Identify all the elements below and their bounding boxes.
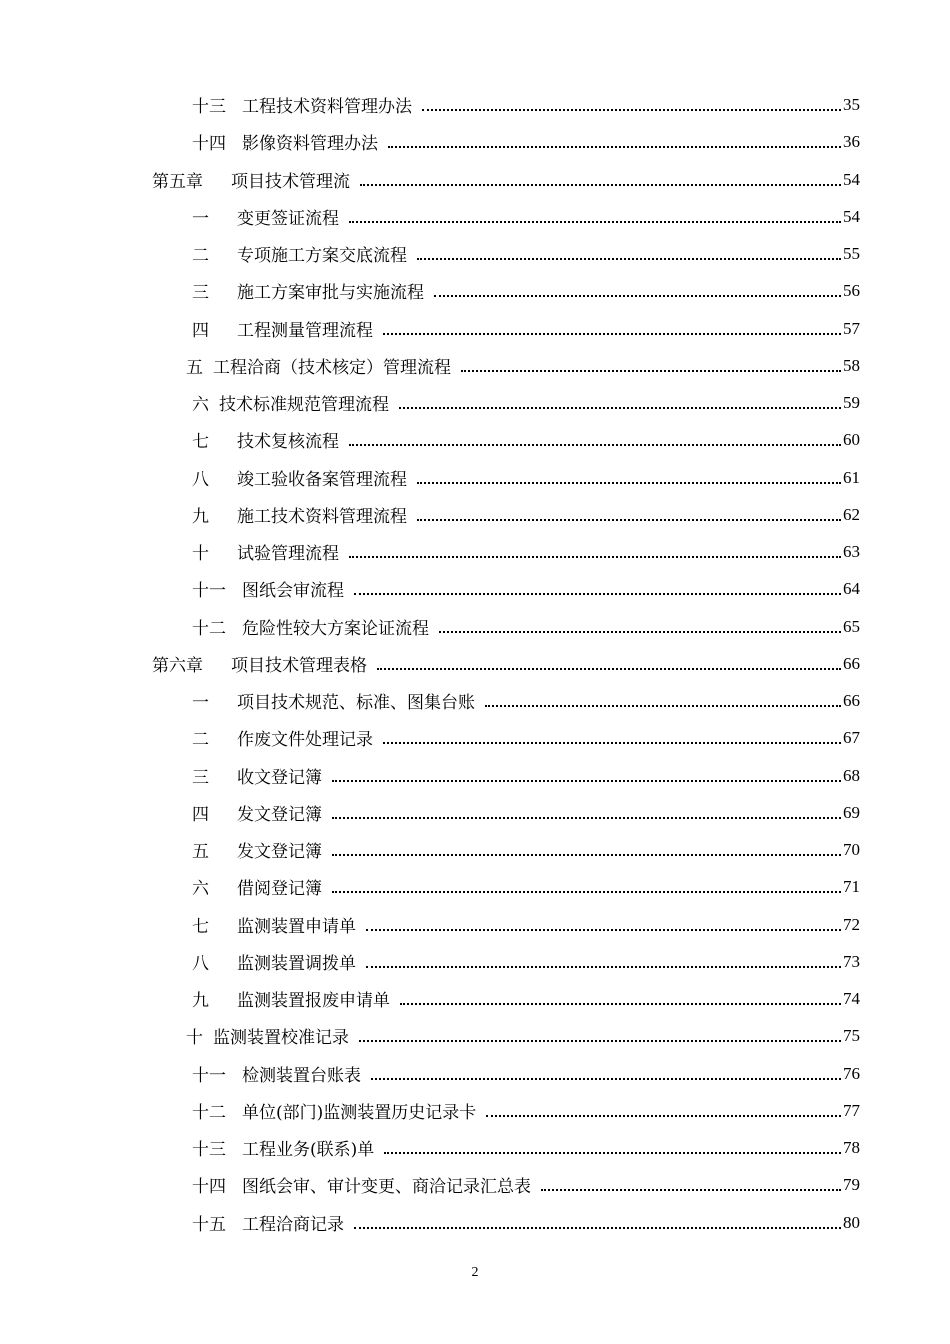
toc-entry-title: 监测装置校准记录 — [213, 1028, 349, 1048]
toc-entry-number: 十五 — [192, 1215, 226, 1235]
toc-entry-page: 75 — [843, 1025, 860, 1045]
toc-leader-dots — [383, 333, 841, 335]
toc-entry-title: 借阅登记簿 — [237, 879, 322, 899]
toc-leader-dots — [366, 966, 841, 968]
toc-entry-number: 十二 — [192, 1103, 226, 1123]
toc-entry-number: 七 — [192, 917, 209, 937]
toc-entry[interactable] — [192, 533, 860, 570]
toc-entry-number: 四 — [192, 805, 209, 825]
toc-entry-page: 71 — [843, 876, 860, 896]
toc-entry-number: 九 — [192, 507, 209, 527]
toc-entry-title: 发文登记簿 — [237, 805, 322, 825]
toc-entry-title: 施工技术资料管理流程 — [237, 507, 407, 527]
toc-leader-dots — [383, 742, 841, 744]
toc-entry-title: 技术标准规范管理流程 — [219, 395, 389, 415]
toc-entry[interactable] — [192, 1092, 860, 1129]
toc-entry[interactable] — [192, 86, 860, 123]
toc-entry-title: 作废文件处理记录 — [237, 730, 373, 750]
toc-leader-dots — [417, 519, 841, 521]
toc-entry-number: 十二 — [192, 619, 226, 639]
toc-entry-page: 77 — [843, 1100, 860, 1120]
toc-leader-dots — [332, 780, 841, 782]
toc-entry-number: 十一 — [192, 1066, 226, 1086]
toc-entry[interactable] — [192, 794, 860, 831]
toc-entry-title: 变更签证流程 — [237, 209, 339, 229]
toc-entry-number: 六 — [192, 879, 209, 899]
toc-entry-page: 69 — [843, 802, 860, 822]
toc-entry-title: 工程技术资料管理办法 — [242, 97, 412, 117]
toc-entry[interactable] — [192, 570, 860, 607]
toc-entry-number: 一 — [192, 693, 209, 713]
toc-entry-page: 55 — [843, 243, 860, 263]
toc-entry[interactable] — [192, 235, 860, 272]
toc-leader-dots — [332, 817, 841, 819]
toc-entry-page: 54 — [843, 206, 860, 226]
toc-entry-number: 十四 — [192, 1177, 226, 1197]
toc-entry-title: 图纸会审、审计变更、商洽记录汇总表 — [242, 1177, 531, 1197]
toc-leader-dots — [354, 1227, 841, 1229]
toc-leader-dots — [439, 631, 841, 633]
toc-entry-number: 九 — [192, 991, 209, 1011]
toc-entry[interactable] — [192, 906, 860, 943]
toc-entry-title: 项目技术管理流 — [231, 172, 350, 192]
toc-entry-title: 施工方案审批与实施流程 — [237, 283, 424, 303]
toc-entry-title: 工程洽商记录 — [242, 1215, 344, 1235]
toc-entry[interactable] — [192, 123, 860, 160]
toc-entry-number: 二 — [192, 730, 209, 750]
toc-entry-number: 五 — [186, 358, 203, 378]
toc-leader-dots — [360, 184, 841, 186]
toc-entry[interactable] — [192, 272, 860, 309]
toc-entry-title: 检测装置台账表 — [242, 1066, 361, 1086]
toc-leader-dots — [349, 444, 841, 446]
toc-entry-number: 六 — [192, 395, 209, 415]
toc-entry[interactable] — [192, 682, 860, 719]
toc-entry[interactable] — [192, 384, 860, 421]
toc-entry-number: 十 — [186, 1028, 203, 1048]
toc-entry-title: 项目技术管理表格 — [231, 656, 367, 676]
toc-entry-page: 72 — [843, 914, 860, 934]
toc-entry-page: 54 — [843, 169, 860, 189]
toc-leader-dots — [354, 593, 841, 595]
toc-entry[interactable] — [186, 347, 860, 384]
toc-entry-number: 十三 — [192, 97, 226, 117]
toc-leader-dots — [400, 1003, 841, 1005]
toc-leader-dots — [417, 258, 841, 260]
toc-entry-page: 79 — [843, 1174, 860, 1194]
toc-entry-page: 62 — [843, 504, 860, 524]
toc-entry-page: 66 — [843, 653, 860, 673]
toc-entry-number: 十 — [192, 544, 209, 564]
toc-entry-title: 监测装置申请单 — [237, 917, 356, 937]
toc-entry-page: 63 — [843, 541, 860, 561]
toc-entry[interactable] — [192, 719, 860, 756]
toc-entry-page: 80 — [843, 1212, 860, 1232]
toc-entry[interactable] — [192, 831, 860, 868]
toc-leader-dots — [366, 929, 841, 931]
toc-entry[interactable] — [192, 1166, 860, 1203]
toc-leader-dots — [332, 854, 841, 856]
toc-entry-title: 影像资料管理办法 — [242, 134, 378, 154]
toc-entry-number: 第五章 — [152, 172, 203, 192]
toc-leader-dots — [388, 146, 841, 148]
toc-entry[interactable] — [192, 496, 860, 533]
toc-entry-number: 第六章 — [152, 656, 203, 676]
toc-entry-page: 36 — [843, 131, 860, 151]
toc-entry[interactable] — [192, 757, 860, 794]
toc-entry-number: 七 — [192, 432, 209, 452]
toc-entry-number: 五 — [192, 842, 209, 862]
toc-entry-number: 十一 — [192, 581, 226, 601]
toc-entry[interactable] — [192, 198, 860, 235]
toc-entry[interactable] — [192, 421, 860, 458]
toc-entry-title: 监测装置报废申请单 — [237, 991, 390, 1011]
toc-entry-page: 61 — [843, 467, 860, 487]
toc-entry-page: 58 — [843, 355, 860, 375]
toc-entry[interactable] — [186, 1017, 860, 1054]
toc-entry-number: 八 — [192, 954, 209, 974]
toc-entry-title: 工程洽商（技术核定）管理流程 — [213, 358, 451, 378]
toc-entry-page: 60 — [843, 429, 860, 449]
toc-leader-dots — [359, 1040, 841, 1042]
toc-entry-page: 56 — [843, 280, 860, 300]
toc-entry-page: 76 — [843, 1063, 860, 1083]
toc-entry-number: 一 — [192, 209, 209, 229]
toc-leader-dots — [349, 221, 841, 223]
toc-leader-dots — [377, 668, 841, 670]
toc-entry-page: 59 — [843, 392, 860, 412]
toc-entry-page: 78 — [843, 1137, 860, 1157]
toc-leader-dots — [541, 1189, 841, 1191]
toc-leader-dots — [417, 482, 841, 484]
toc-entry-number: 十四 — [192, 134, 226, 154]
toc-entry-title: 竣工验收备案管理流程 — [237, 470, 407, 490]
toc-entry-page: 67 — [843, 727, 860, 747]
toc-entry-title: 危险性较大方案论证流程 — [242, 619, 429, 639]
toc-entry[interactable] — [192, 1204, 860, 1241]
toc-entry-page: 35 — [843, 94, 860, 114]
toc-entry[interactable] — [192, 310, 860, 347]
toc-entry-page: 64 — [843, 578, 860, 598]
toc-entry-page: 70 — [843, 839, 860, 859]
toc-entry-title: 收文登记簿 — [237, 768, 322, 788]
toc-entry[interactable] — [192, 1055, 860, 1092]
toc-entry-number: 八 — [192, 470, 209, 490]
toc-entry-title: 单位(部门)监测装置历史记录卡 — [242, 1103, 477, 1123]
toc-entry-title: 工程测量管理流程 — [237, 321, 373, 341]
toc-leader-dots — [371, 1078, 841, 1080]
toc-entry-title: 项目技术规范、标准、图集台账 — [237, 693, 475, 713]
toc-entry-number: 三 — [192, 283, 209, 303]
toc-leader-dots — [434, 295, 841, 297]
toc-entry[interactable] — [152, 645, 860, 682]
toc-leader-dots — [422, 109, 841, 111]
toc-leader-dots — [349, 556, 841, 558]
toc-entry-number: 十三 — [192, 1140, 226, 1160]
toc-entry-page: 66 — [843, 690, 860, 710]
toc-leader-dots — [399, 407, 841, 409]
toc-entry[interactable] — [152, 161, 860, 198]
toc-leader-dots — [384, 1152, 841, 1154]
toc-leader-dots — [461, 370, 841, 372]
toc-entry[interactable] — [192, 459, 860, 496]
toc-entry-number: 二 — [192, 246, 209, 266]
toc-entry-page: 57 — [843, 318, 860, 338]
toc-leader-dots — [485, 705, 841, 707]
toc-entry-title: 图纸会审流程 — [242, 581, 344, 601]
page-number: 2 — [471, 1265, 479, 1280]
toc-entry[interactable] — [192, 608, 860, 645]
toc-leader-dots — [486, 1115, 841, 1117]
toc-entry[interactable] — [192, 868, 860, 905]
toc-entry-title: 专项施工方案交底流程 — [237, 246, 407, 266]
toc-entry-title: 监测装置调拨单 — [237, 954, 356, 974]
toc-entry-title: 发文登记簿 — [237, 842, 322, 862]
toc-entry-title: 技术复核流程 — [237, 432, 339, 452]
toc-entry-page: 74 — [843, 988, 860, 1008]
toc-entry-page: 68 — [843, 765, 860, 785]
toc-entry-title: 试验管理流程 — [237, 544, 339, 564]
toc-entry[interactable] — [192, 980, 860, 1017]
toc-entry-title: 工程业务(联系)单 — [242, 1140, 375, 1160]
toc-entry-number: 三 — [192, 768, 209, 788]
toc-entry-page: 65 — [843, 616, 860, 636]
toc-entry[interactable] — [192, 1129, 860, 1166]
toc-entry[interactable] — [192, 943, 860, 980]
toc-entry-page: 73 — [843, 951, 860, 971]
toc-leader-dots — [332, 891, 841, 893]
toc-entry-number: 四 — [192, 321, 209, 341]
